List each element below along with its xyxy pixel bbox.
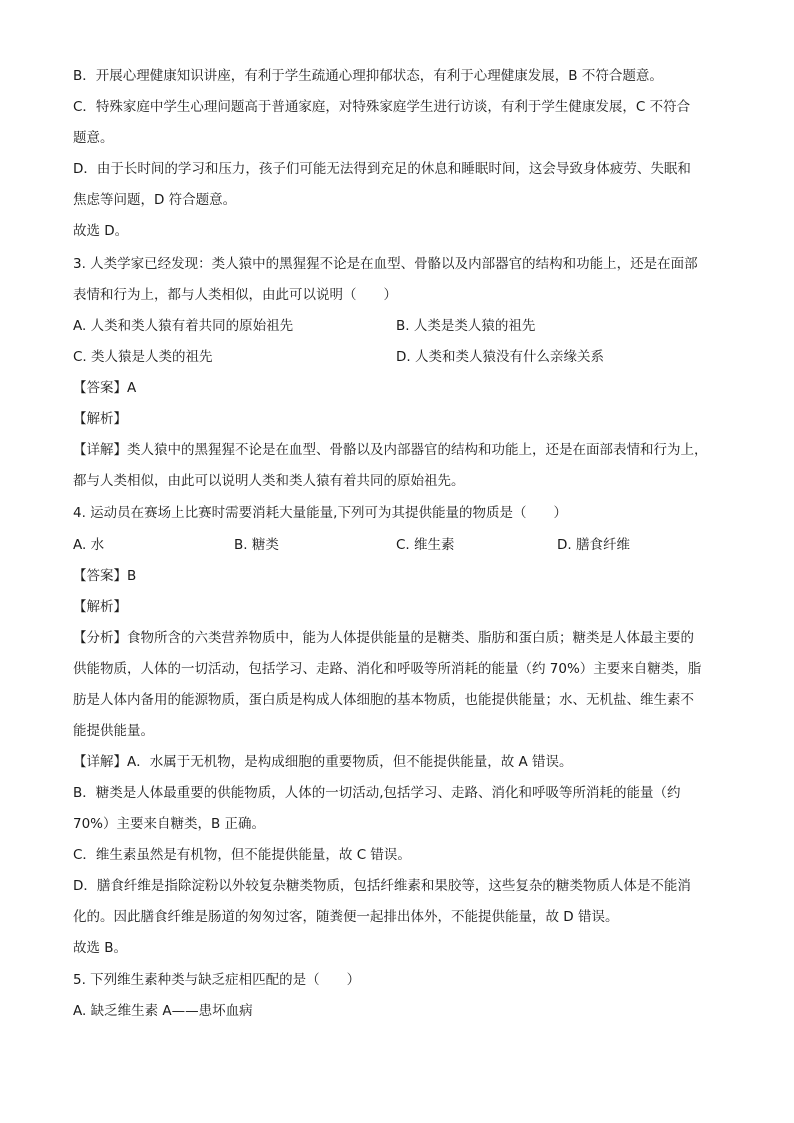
q4-analysis-heading: 【解析】 [73,599,127,615]
q3-option-c: C. 类人猿是人类的祖先 [73,349,213,365]
q4-body-line: 能提供能量。 [73,723,154,739]
question-3-stem: 3. 人类学家已经发现：类人猿中的黑猩猩不论是在血型、骨骼以及内部器官的结构和功能上，还是在面部 [73,256,698,272]
q4-body-line: C．维生素虽然是有机物，但不能提供能量，故 C 错误。 [73,847,411,863]
q4-option-a: A. 水 [73,537,105,553]
q4-body-line: 化的。因此膳食纤维是肠道的匆匆过客，随粪便一起排出体外，不能提供能量，故 D 错误。 [73,909,619,925]
text-line: B．开展心理健康知识讲座，有利于学生疏通心理抑郁状态，有利于心理健康发展，B 不符合题意。 [73,68,663,84]
q4-body-line: 肪是人体内备用的能源物质，蛋白质是构成人体细胞的基本物质，也能提供能量；水、无机盐、维生素不 [73,692,694,708]
text-line: 题意。 [73,130,114,146]
text-line: 焦虑等问题，D 符合题意。 [73,192,237,208]
q4-answer: 【答案】B [73,568,137,584]
q3-option-a: A. 人类和类人猿有着共同的原始祖先 [73,318,294,334]
q4-option-c: C. 维生素 [396,537,455,553]
q4-option-b: B. 糖类 [234,537,279,553]
q4-body-line: B．糖类是人体最重要的供能物质，人体的一切活动,包括学习、走路、消化和呼吸等所消耗的能量（约 [73,785,681,801]
q4-body-line: 70%）主要来自糖类，B 正确。 [73,816,266,832]
q4-body-line: D．膳食纤维是指除淀粉以外较复杂糖类物质，包括纤维素和果胶等，这些复杂的糖类物质人体是不能消 [73,878,691,894]
text-line: C．特殊家庭中学生心理问题高于普通家庭，对特殊家庭学生进行访谈，有利于学生健康发展，C 不符合 [73,99,691,115]
q3-detail-line: 都与人类相似，由此可以说明人类和类人猿有着共同的原始祖先。 [73,473,465,489]
question-4-stem: 4. 运动员在赛场上比赛时需要消耗大量能量,下列可为其提供能量的物质是（ ） [73,505,567,521]
q5-option-a: A. 缺乏维生素 A——患坏血病 [73,1003,253,1019]
q4-body-line: 供能物质，人体的一切活动，包括学习、走路、消化和呼吸等所消耗的能量（约 70%）主要来自糖类，脂 [73,661,702,677]
q3-option-d: D. 人类和类人猿没有什么亲缘关系 [396,349,604,365]
q3-answer: 【答案】A [73,380,137,396]
q4-body-line: 故选 B。 [73,940,128,956]
q4-option-d: D. 膳食纤维 [557,537,630,553]
text-line: D．由于长时间的学习和压力，孩子们可能无法得到充足的休息和睡眠时间，这会导致身体疲劳、失眠和 [73,161,691,177]
q3-detail-line: 【详解】类人猿中的黑猩猩不论是在血型、骨骼以及内部器官的结构和功能上，还是在面部表情和行为上， [73,442,708,458]
question-5-stem: 5. 下列维生素种类与缺乏症相匹配的是（ ） [73,972,361,988]
q4-body-line: 【分析】食物所含的六类营养物质中，能为人体提供能量的是糖类、脂肪和蛋白质；糖类是人体最主要的 [73,630,694,646]
question-3-stem-cont: 表情和行为上，都与人类相似，由此可以说明（ ） [73,287,397,303]
text-line: 故选 D。 [73,223,129,239]
q3-option-b: B. 人类是类人猿的祖先 [396,318,536,334]
q3-analysis-heading: 【解析】 [73,411,127,427]
q4-body-line: 【详解】A．水属于无机物，是构成细胞的重要物质，但不能提供能量，故 A 错误。 [73,754,573,770]
